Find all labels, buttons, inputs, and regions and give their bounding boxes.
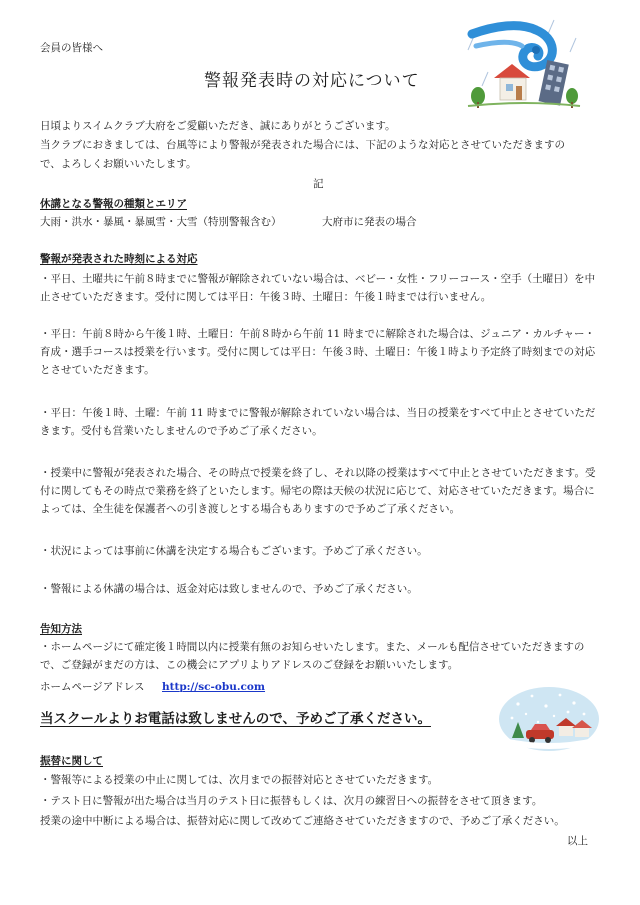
timing-item-1: ・平日、土曜共に午前８時までに警報が解除されていない場合は、ベビー・女性・フリーコース・空手（土曜日）を中止させていただきます。受付に関しては平日：午後３時、土曜日：午後１時までは行いません。: [40, 273, 596, 303]
intro-line-2: 当クラブにおきましては、台風等により警報が発表された場合には、下記のような対応とさせていただきますの: [40, 139, 565, 151]
page-title: 警報発表時の対応について: [204, 71, 420, 91]
timing-item-3: ・平日：午後１時、土曜：午前 11 時までに警報が解除されていない場合は、当日の授業をすべて中止とさせていただきます。受付も営業いたしませんので予めご了承ください。: [40, 407, 596, 437]
section-heading-notice: 告知方法: [40, 623, 82, 635]
warning-area: 大府市に発表の場合: [322, 216, 417, 228]
makeup-item-1: ・警報等による授業の中止に関しては、次月までの振替対応とさせていただきます。: [40, 774, 439, 786]
section-heading-timing: 警報が発表された時刻による対応: [40, 253, 198, 265]
ki-marker: 記: [313, 178, 324, 190]
section-heading-makeup: 振替に関して: [40, 755, 103, 767]
section-heading-types: 休講となる警報の種類とエリア: [40, 198, 187, 210]
no-call-notice: 当スクールよりお電話は致しませんので、予めご了承ください。: [40, 711, 431, 727]
timing-item-6: ・警報による休講の場合は、返金対応は致しませんので、予めご了承ください。: [40, 583, 418, 595]
makeup-item-2: ・テスト日に警報が出た場合は当月のテスト日に振替もしくは、次月の練習日への振替をさせて頂きます。: [40, 795, 543, 807]
intro-line-1: 日頃よりスイムクラブ大府をご愛顧いただき、誠にありがとうございます。: [40, 120, 396, 132]
closing-word: 以上: [567, 835, 588, 847]
intro-line-3: で、よろしくお願いいたします。: [40, 158, 197, 170]
typhoon-illustration-icon: [464, 16, 582, 112]
homepage-label: ホームページアドレス: [40, 681, 145, 693]
makeup-item-3: 授業の途中中断による場合は、振替対応に関して改めてご連絡させていただきますので、予めご了承ください。: [40, 815, 565, 827]
warning-types: 大雨・洪水・暴風・暴風雪・大雪（特別警報含む）: [40, 216, 282, 228]
timing-item-2: ・平日：午前８時から午後１時、土曜日：午前８時から午前 11 時までに解除された場合は、ジュニア・カルチャー・育成・選手コースは授業を行います。受付に関しては平日：午後３時、土曜日：午後１時より予定終了時刻までの対応とさせていただきます。: [40, 328, 596, 376]
timing-item-4: ・授業中に警報が発表された場合、その時点で授業を終了し、それ以降の授業はすべて中止とさせていただきます。受付に関してもその時点で業務を終了といたします。帰宅の際は天候の状況に応じて、対応させていただきます。場合によっては、全生徒を保護者への引き渡しとする場合もありますので予めご了承ください。: [40, 467, 596, 515]
addressee: 会員の皆様へ: [40, 42, 103, 54]
snow-scene-illustration-icon: [498, 686, 600, 752]
timing-item-5: ・状況によっては事前に休講を決定する場合もございます。予めご了承ください。: [40, 545, 428, 557]
notice-body: ・ホームページにて確定後１時間以内に授業有無のお知らせいたします。また、メールも配信させていただきますので、ご登録がまだの方は、この機会にアプリよりアドレスのご登録をお願いいたします。: [40, 641, 585, 671]
homepage-link[interactable]: http://sc-obu.com: [162, 681, 266, 693]
